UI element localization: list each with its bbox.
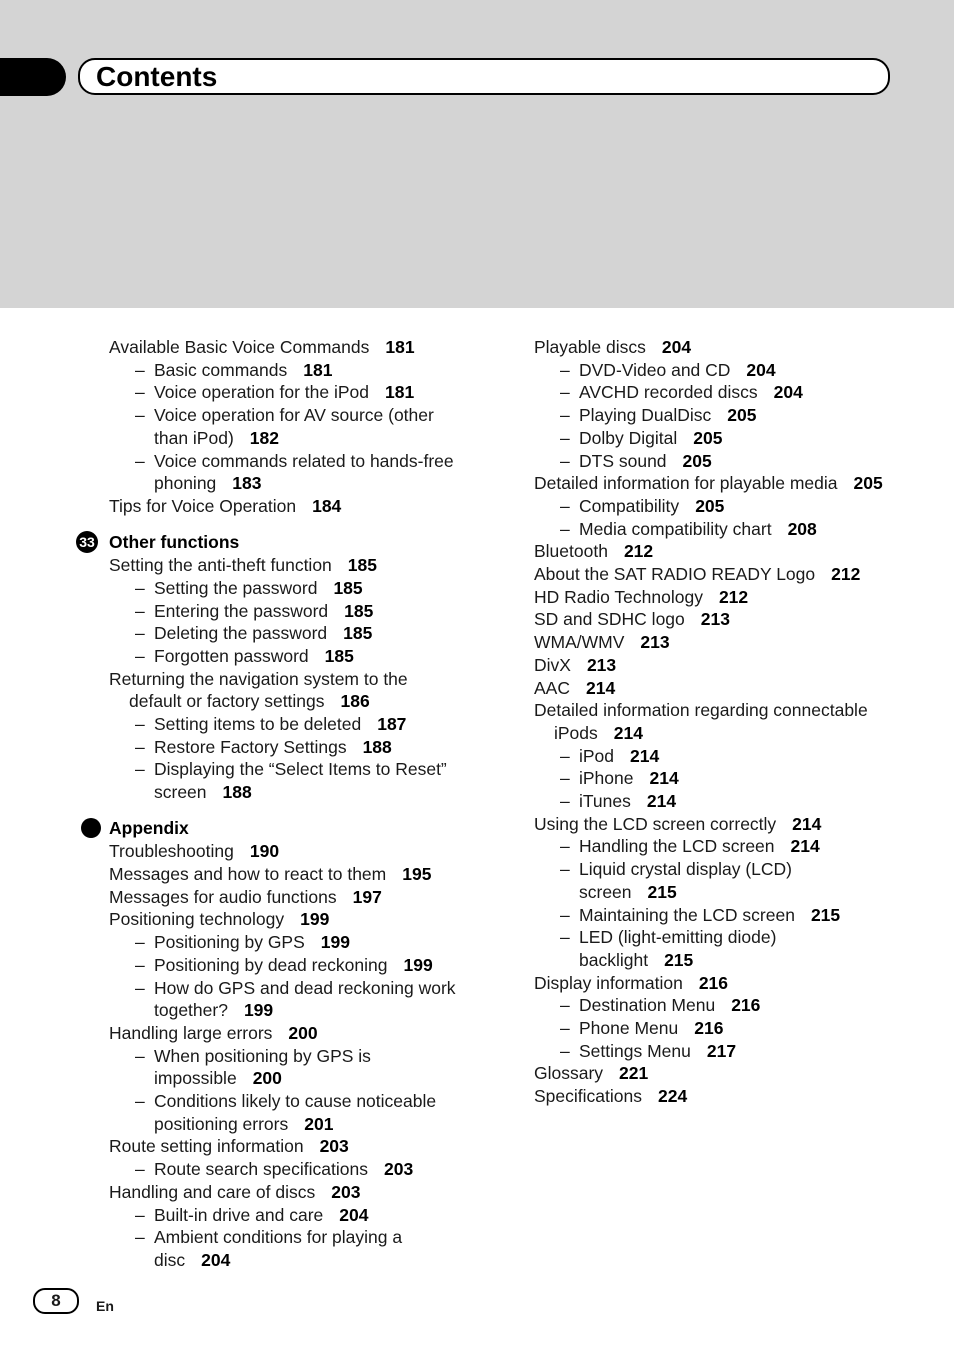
page-reference: 216 xyxy=(694,1018,724,1038)
toc-subentry xyxy=(579,404,756,427)
page-reference: 204 xyxy=(201,1249,231,1270)
dash-bullet-icon: – xyxy=(135,1204,145,1225)
dash-bullet-icon: – xyxy=(560,450,570,471)
entry-text: backlight xyxy=(579,949,649,970)
page-reference: 208 xyxy=(787,518,817,539)
dash-bullet-icon: – xyxy=(135,359,145,380)
entry-text: Voice operation for AV source (other xyxy=(154,405,434,426)
appendix-bullet-icon xyxy=(81,818,101,838)
page-reference: 216 xyxy=(731,995,761,1016)
entry-text: LED (light-emitting diode) xyxy=(579,927,777,948)
entry-text: Phone Menu xyxy=(579,1018,679,1038)
dash-bullet-icon: – xyxy=(560,495,570,516)
toc-subentry xyxy=(579,495,724,518)
toc-subentry xyxy=(154,427,279,450)
toc-subentry xyxy=(579,858,792,881)
page-reference: 224 xyxy=(657,1086,688,1107)
page-reference: 181 xyxy=(385,382,415,403)
toc-subentry xyxy=(154,450,454,473)
entry-text: Route search specifications xyxy=(154,1159,368,1180)
toc-subentry xyxy=(154,977,456,1000)
dash-bullet-icon: – xyxy=(135,759,145,780)
entry-text: Bluetooth xyxy=(534,541,608,562)
page-reference: 199 xyxy=(320,932,350,953)
page-reference: 214 xyxy=(649,768,679,789)
entry-text: Media compatibility chart xyxy=(579,518,772,539)
page-reference: 199 xyxy=(403,954,433,975)
page-reference: 214 xyxy=(646,791,677,811)
toc-entry xyxy=(109,336,415,359)
entry-text: How do GPS and dead reckoning work xyxy=(154,977,456,998)
toc-entry xyxy=(534,1085,687,1108)
page-reference: 205 xyxy=(727,405,757,426)
page-reference: 213 xyxy=(640,632,670,653)
toc-subentry xyxy=(154,622,372,645)
toc-subentry xyxy=(154,758,447,781)
page-reference: 203 xyxy=(384,1159,414,1180)
dash-bullet-icon: – xyxy=(560,768,570,789)
page-reference: 204 xyxy=(746,359,776,380)
toc-subentry xyxy=(154,1090,436,1113)
dash-bullet-icon: – xyxy=(560,745,570,766)
entry-text: than iPod) xyxy=(154,427,234,448)
entry-text: Messages and how to react to them xyxy=(109,864,387,884)
dash-bullet-icon: – xyxy=(560,405,570,426)
dash-bullet-icon: – xyxy=(560,1018,570,1038)
page-reference: 213 xyxy=(700,609,730,630)
page-reference: 205 xyxy=(682,450,712,471)
page-reference: 204 xyxy=(339,1204,369,1225)
entry-text: Restore Factory Settings xyxy=(154,736,347,757)
dash-bullet-icon: – xyxy=(135,623,145,644)
dash-bullet-icon: – xyxy=(135,932,145,953)
entry-text: screen xyxy=(154,782,207,803)
entry-text: Voice operation for the iPod xyxy=(154,382,370,403)
entry-text: iPhone xyxy=(579,768,634,789)
entry-text: DVD-Video and CD xyxy=(579,359,731,380)
page-reference: 214 xyxy=(790,836,820,857)
entry-text: AAC xyxy=(534,677,570,698)
page-reference: 214 xyxy=(585,677,616,698)
toc-subentry xyxy=(579,427,722,450)
entry-text: AVCHD recorded discs xyxy=(579,382,758,403)
page-reference: 185 xyxy=(343,623,373,644)
dash-bullet-icon: – xyxy=(135,1045,145,1066)
entry-text: About the SAT RADIO READY Logo xyxy=(534,564,816,584)
toc-subentry xyxy=(154,713,406,736)
page-reference: 181 xyxy=(385,337,415,357)
entry-text: phoning xyxy=(154,473,217,494)
entry-text: Handling and care of discs xyxy=(109,1181,316,1202)
toc-entry xyxy=(109,554,377,577)
page-reference: 188 xyxy=(362,736,392,757)
page-reference: 199 xyxy=(243,1000,274,1021)
entry-text: Playable discs xyxy=(534,337,646,357)
dash-bullet-icon: – xyxy=(135,736,145,757)
entry-text: Displaying the “Select Items to Reset” xyxy=(154,759,447,780)
entry-text: default or factory settings xyxy=(129,691,325,712)
page-reference: 185 xyxy=(324,645,354,666)
entry-text: Tips for Voice Operation xyxy=(109,495,297,516)
entry-text: Positioning by GPS xyxy=(154,932,305,953)
page-reference: 212 xyxy=(623,541,654,562)
toc-entry xyxy=(109,840,279,863)
entry-text: screen xyxy=(579,881,632,902)
page-reference: 205 xyxy=(853,473,883,494)
entry-text: SD and SDHC logo xyxy=(534,609,685,630)
toc-subentry xyxy=(154,472,262,495)
toc-subentry xyxy=(579,1040,736,1063)
toc-subentry xyxy=(154,600,373,623)
toc-entry xyxy=(109,668,408,691)
toc-subentry xyxy=(579,1017,723,1040)
toc-subentry xyxy=(579,450,712,473)
toc-section-heading xyxy=(109,531,239,554)
page-reference: 215 xyxy=(647,881,677,902)
page-reference: 214 xyxy=(613,722,643,743)
entry-text: Basic commands xyxy=(154,359,288,380)
chapter-number-badge: 33 xyxy=(76,531,98,553)
entry-text: Glossary xyxy=(534,1063,604,1084)
dash-bullet-icon: – xyxy=(135,1091,145,1111)
entry-text: Returning the navigation system to the xyxy=(109,668,408,689)
entry-text: Specifications xyxy=(534,1086,642,1107)
toc-section-heading xyxy=(109,817,189,840)
page-reference: 182 xyxy=(249,427,279,448)
toc-subentry xyxy=(579,926,776,949)
entry-text: iPod xyxy=(579,745,615,766)
toc-subentry xyxy=(579,767,679,790)
toc-subentry xyxy=(154,1204,368,1227)
entry-text: Display information xyxy=(534,972,683,993)
page-reference: 203 xyxy=(319,1136,349,1157)
toc-subentry xyxy=(154,1158,413,1181)
header-band xyxy=(0,0,954,308)
toc-subentry xyxy=(579,994,760,1017)
toc-subentry xyxy=(154,404,434,427)
dash-bullet-icon: – xyxy=(135,600,145,621)
toc-subentry xyxy=(579,881,677,904)
page-reference: 187 xyxy=(377,714,407,734)
toc-entry xyxy=(534,972,728,995)
toc-entry xyxy=(129,690,370,713)
entry-text: iTunes xyxy=(579,791,631,811)
page-reference: 217 xyxy=(706,1040,737,1061)
toc-subentry xyxy=(154,736,392,759)
toc-subentry xyxy=(579,949,693,972)
toc-entry xyxy=(534,813,821,836)
entry-text: together? xyxy=(154,1000,228,1021)
toc-subentry xyxy=(579,359,776,382)
toc-subentry xyxy=(579,381,803,404)
entry-text: Compatibility xyxy=(579,495,680,516)
entry-text: Using the LCD screen correctly xyxy=(534,813,777,834)
toc-entry xyxy=(534,699,868,722)
page-reference: 205 xyxy=(695,495,725,516)
toc-entry xyxy=(534,472,883,495)
page-reference: 216 xyxy=(698,972,729,993)
toc-entry xyxy=(534,631,670,654)
entry-text: Ambient conditions for playing a xyxy=(154,1227,403,1248)
entry-text: Handling the LCD screen xyxy=(579,836,775,857)
entry-text: Troubleshooting xyxy=(109,841,234,862)
entry-text: Destination Menu xyxy=(579,995,716,1016)
page-reference: 215 xyxy=(810,904,841,925)
entry-text: Setting items to be deleted xyxy=(154,714,362,734)
page-reference: 188 xyxy=(222,782,252,803)
page-reference: 214 xyxy=(630,745,660,766)
toc-subentry xyxy=(154,381,414,404)
toc-subentry xyxy=(154,781,252,804)
page-reference: 200 xyxy=(252,1068,282,1089)
toc-entry xyxy=(534,586,748,609)
page-reference: 212 xyxy=(718,586,749,607)
page-reference: 195 xyxy=(402,864,432,884)
toc-subentry xyxy=(154,577,363,600)
page-reference: 183 xyxy=(232,473,262,494)
dash-bullet-icon: – xyxy=(560,836,570,857)
page-reference: 185 xyxy=(347,555,377,576)
dash-bullet-icon: – xyxy=(135,954,145,975)
toc-entry xyxy=(534,540,653,563)
entry-text: Positioning technology xyxy=(109,909,285,930)
toc-entry xyxy=(554,722,643,745)
page-reference: 203 xyxy=(331,1181,361,1202)
entry-text: Setting the anti-theft function xyxy=(109,555,332,576)
page-reference: 204 xyxy=(661,337,692,357)
page-reference: 221 xyxy=(619,1063,649,1084)
entry-text: disc xyxy=(154,1249,186,1270)
page-title: Contents xyxy=(96,61,218,92)
entry-text: DTS sound xyxy=(579,450,667,471)
entry-text: Available Basic Voice Commands xyxy=(109,337,370,357)
page-reference: 190 xyxy=(249,841,280,862)
entry-text: Handling large errors xyxy=(109,1022,273,1043)
entry-text: Playing DualDisc xyxy=(579,405,712,426)
toc-entry xyxy=(109,1181,360,1204)
page-number: 8 xyxy=(33,1288,79,1314)
dash-bullet-icon: – xyxy=(135,450,145,471)
toc-entry xyxy=(534,654,616,677)
entry-text: Positioning by dead reckoning xyxy=(154,954,388,975)
entry-text: Setting the password xyxy=(154,577,318,598)
toc-subentry xyxy=(154,1226,402,1249)
entry-text: Route setting information xyxy=(109,1136,304,1157)
page-reference: 204 xyxy=(773,382,803,403)
toc-subentry xyxy=(579,790,676,813)
toc-subentry xyxy=(154,645,354,668)
dash-bullet-icon: – xyxy=(135,382,145,403)
page-reference: 185 xyxy=(344,600,374,621)
dash-bullet-icon: – xyxy=(560,1040,570,1061)
entry-text: Settings Menu xyxy=(579,1040,691,1061)
page-reference: 184 xyxy=(312,495,342,516)
section-title: Other functions xyxy=(109,531,240,552)
toc-subentry xyxy=(154,1113,333,1136)
entry-text: Entering the password xyxy=(154,600,329,621)
toc-entry xyxy=(109,495,341,518)
dash-bullet-icon: – xyxy=(135,645,145,666)
toc-subentry xyxy=(154,1045,371,1068)
page-reference: 197 xyxy=(352,886,382,907)
toc-entry xyxy=(109,1022,318,1045)
entry-text: Detailed information regarding connectable xyxy=(534,700,868,721)
dash-bullet-icon: – xyxy=(135,977,145,998)
toc-subentry xyxy=(154,1067,282,1090)
dash-bullet-icon: – xyxy=(560,359,570,380)
page-reference: 181 xyxy=(303,359,333,380)
entry-text: WMA/WMV xyxy=(534,632,625,653)
dash-bullet-icon: – xyxy=(560,791,570,811)
dash-bullet-icon: – xyxy=(135,577,145,598)
toc-subentry xyxy=(579,835,820,858)
toc-entry xyxy=(109,908,329,931)
toc-entry xyxy=(534,563,860,586)
toc-subentry xyxy=(154,954,433,977)
toc-entry xyxy=(534,677,615,700)
dash-bullet-icon: – xyxy=(560,859,570,880)
dash-bullet-icon: – xyxy=(560,927,570,948)
dash-bullet-icon: – xyxy=(560,518,570,539)
dash-bullet-icon: – xyxy=(560,995,570,1016)
entry-text: iPods xyxy=(554,722,598,743)
entry-text: Maintaining the LCD screen xyxy=(579,904,795,925)
dash-bullet-icon: – xyxy=(560,904,570,925)
page-reference: 212 xyxy=(831,564,861,584)
toc-subentry xyxy=(154,999,273,1022)
entry-text: impossible xyxy=(154,1068,237,1089)
entry-text: Detailed information for playable media xyxy=(534,473,838,494)
toc-entry xyxy=(109,1135,349,1158)
page-reference: 205 xyxy=(693,427,723,448)
entry-text: Messages for audio functions xyxy=(109,886,337,907)
entry-text: Deleting the password xyxy=(154,623,328,644)
page-reference: 214 xyxy=(792,813,822,834)
page-reference: 215 xyxy=(664,949,694,970)
language-label: En xyxy=(96,1298,114,1314)
toc-entry xyxy=(534,608,730,631)
entry-text: Liquid crystal display (LCD) xyxy=(579,859,792,880)
entry-text: When positioning by GPS is xyxy=(154,1045,371,1066)
section-title: Appendix xyxy=(109,817,189,838)
toc-subentry xyxy=(154,359,332,382)
entry-text: Forgotten password xyxy=(154,645,309,666)
entry-text: Voice commands related to hands-free xyxy=(154,450,454,471)
dash-bullet-icon: – xyxy=(135,714,145,734)
entry-text: Built-in drive and care xyxy=(154,1204,324,1225)
toc-subentry xyxy=(579,904,840,927)
page-reference: 186 xyxy=(340,691,370,712)
toc-entry xyxy=(109,886,382,909)
entry-text: positioning errors xyxy=(154,1113,289,1134)
entry-text: Conditions likely to cause noticeable xyxy=(154,1091,437,1111)
entry-text: DivX xyxy=(534,654,571,675)
page-reference: 185 xyxy=(333,577,363,598)
dash-bullet-icon: – xyxy=(135,1227,145,1248)
page-reference: 213 xyxy=(586,654,617,675)
toc-subentry xyxy=(579,518,817,541)
toc-entry xyxy=(534,336,691,359)
dash-bullet-icon: – xyxy=(135,1159,145,1180)
toc-entry xyxy=(534,1062,648,1085)
page-reference: 199 xyxy=(300,909,330,930)
toc-entry xyxy=(109,863,431,886)
chapter-tab xyxy=(0,58,66,96)
entry-text: HD Radio Technology xyxy=(534,586,703,607)
toc-subentry xyxy=(154,931,350,954)
dash-bullet-icon: – xyxy=(135,405,145,426)
dash-bullet-icon: – xyxy=(560,427,570,448)
page-reference: 200 xyxy=(288,1022,318,1043)
toc-subentry xyxy=(579,745,659,768)
page-reference: 201 xyxy=(304,1113,334,1134)
toc-subentry xyxy=(154,1249,230,1272)
entry-text: Dolby Digital xyxy=(579,427,678,448)
dash-bullet-icon: – xyxy=(560,382,570,403)
